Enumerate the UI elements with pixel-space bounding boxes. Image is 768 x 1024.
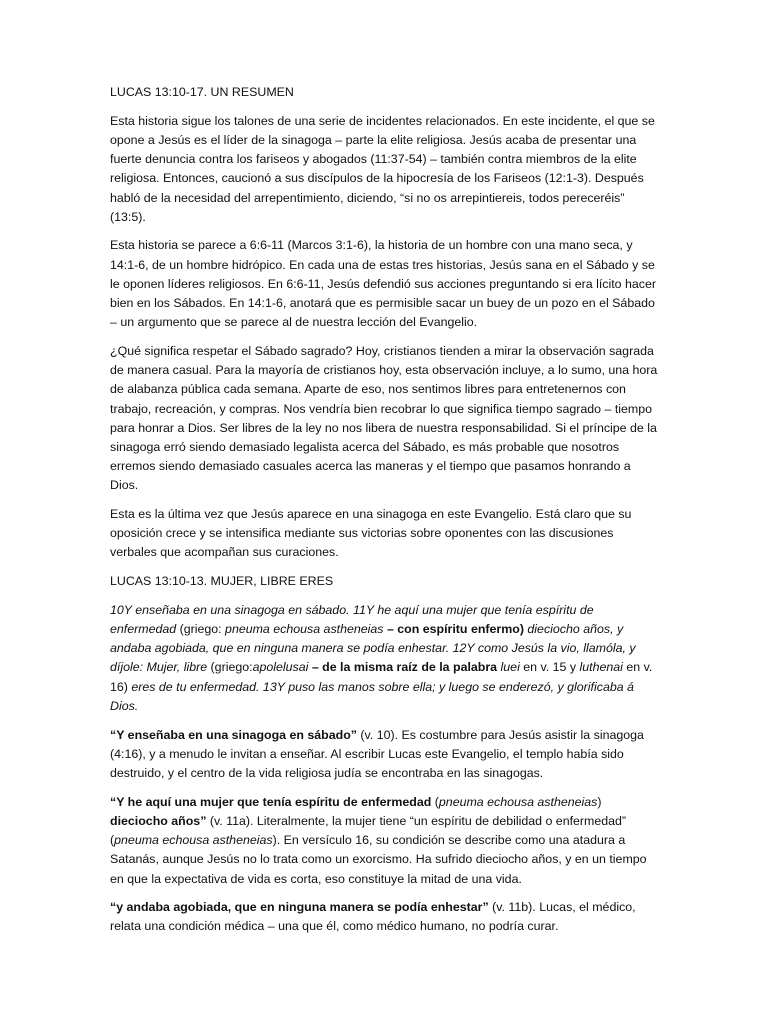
- commentary-text: (v. 11a). Literalmente, la mujer tiene “un espíritu de debilidad o enfermedad” (: [110, 813, 627, 848]
- quoted-verse: “y andaba agobiada, que en ninguna manera se podía enhestar”: [110, 900, 489, 915]
- commentary-text: (v. 11b). Lucas, el médico, relata una condición médica – una que él, como médico humano, no podría curar.: [110, 900, 636, 934]
- greek-term: luei: [500, 660, 520, 675]
- greek-term: apolelusai: [252, 660, 309, 675]
- verse-ref: en v. 16): [110, 660, 653, 694]
- verse-text: 10Y enseñaba en una sinagoga en sábado. 11Y he aquí una mujer que tenía espíritu de enfermedad: [110, 602, 594, 637]
- paragraph-last-synagogue: Esta es la última vez que Jesús aparece en una sinagoga en este Evangelio. Está claro que su oposición crece y se intensifica mediante sus victorias sobre oponentes con las discusiones verbales que acompañan sus curaciones.: [110, 507, 632, 560]
- quoted-verse: “Y enseñaba en una sinagoga en sábado”: [110, 727, 357, 742]
- greek-note: (griego:: [179, 622, 226, 637]
- paragraph-comparison: Esta historia se parece a 6:6-11 (Marcos 3:1-6), la historia de un hombre con una mano seca, y 14:1-6, de un hombre hidrópico. En cada una de estas tres historias, Jesús sana en el Sábado y se le oponen líderes religiosos. En 6:6-11, Jesús defendió sus acciones preguntando si era lícito hacer bien en los Sábados. En 14:1-6, anotará que es permisible sacar un buey de un pozo en el Sábado – un argumento que se parece al de nuestra lección del Evangelio.: [110, 238, 656, 330]
- greek-note: (: [431, 794, 439, 809]
- paragraph-v10: [110, 726, 660, 784]
- greek-term: pneuma echousa astheneias: [114, 833, 273, 848]
- paragraph-v11a: [110, 793, 660, 889]
- document-page: [110, 83, 660, 946]
- quoted-verse: dieciocho años”: [110, 813, 207, 828]
- section-heading-mujer-libre: LUCAS 13:10-13. MUJER, LIBRE ERES: [110, 574, 334, 589]
- verse-text: dieciocho años, y andaba agobiada, que en ninguna manera se podía enhestar. 12Y como Jesús la vio, llamóla, y díjole: Mujer, libre: [110, 622, 636, 675]
- paragraph-v11b: [110, 898, 660, 936]
- greek-term: luthenai: [579, 660, 623, 675]
- commentary-text: (v. 10). Es costumbre para Jesús asistir la sinagoga (4:16), y a menudo le invitan a enseñar. Al escribir Lucas este Evangelio, el templo había sido destruido, y el centro de la vida religiosa judía se encontraba en las sinagogas.: [110, 727, 644, 780]
- quoted-verse: “Y he aquí una mujer que tenía espíritu de enfermedad: [110, 794, 432, 809]
- greek-term: pneuma echousa astheneias: [225, 622, 384, 637]
- scripture-passage: [110, 601, 660, 716]
- greek-gloss: – de la misma raíz de la palabra: [308, 660, 501, 675]
- greek-note: ): [597, 794, 602, 809]
- greek-note: (griego:: [210, 660, 253, 675]
- section-heading-resumen: LUCAS 13:10-17. UN RESUMEN: [110, 85, 294, 99]
- commentary-text: ). En versículo 16, su condición se describe como una atadura a Satanás, aunque Jesús no lo trata como un exorcismo. Ha sufrido dieciocho años, y en un tiempo en que la expectativa de vida es corta, eso constituye la mitad de una vida.: [110, 833, 647, 886]
- verse-ref: en v. 15 y: [519, 660, 580, 675]
- verse-text: eres de tu enfermedad. 13Y puso las manos sobre ella; y luego se enderezó, y glorificaba á Dios.: [110, 679, 634, 713]
- paragraph-intro: Esta historia sigue los talones de una serie de incidentes relacionados. En este incidente, el que se opone a Jesús es el líder de la sinagoga – parte la elite religiosa. Jesús acaba de presentar una fuerte denuncia contra los fariseos y abogados (11:37-54) – también contra miembros de la elite religiosa. Entonces, caucionó a sus discípulos de la hipocresía de los Fariseos (12:1-3). Después habló de la necesidad del arrepentimiento, diciendo, “si no os arrepintiereis, todos pereceréis” (13:5).: [110, 113, 655, 224]
- greek-term: pneuma echousa astheneias: [438, 794, 598, 809]
- paragraph-sabbath-meaning: ¿Qué significa respetar el Sábado sagrado? Hoy, cristianos tienden a mirar la observación sagrada de manera casual. Para la mayoría de cristianos hoy, esta observación incluye, a lo sumo, una hora de alabanza pública cada semana. Aparte de eso, nos sentimos libres para entretenernos con trabajo, recreación, y compras. Nos vendría bien recobrar lo que significa tiempo sagrado – tiempo para honrar a Dios. Ser libres de la ley no nos libera de nuestra responsabilidad. Si el príncipe de la sinagoga erró siendo demasiado legalista acerca del Sábado, es más probable que nosotros erremos siendo demasiado casuales acerca las maneras y el tiempo que pasamos honrando a Dios.: [110, 343, 658, 493]
- greek-gloss: – con espíritu enfermo): [383, 622, 524, 637]
